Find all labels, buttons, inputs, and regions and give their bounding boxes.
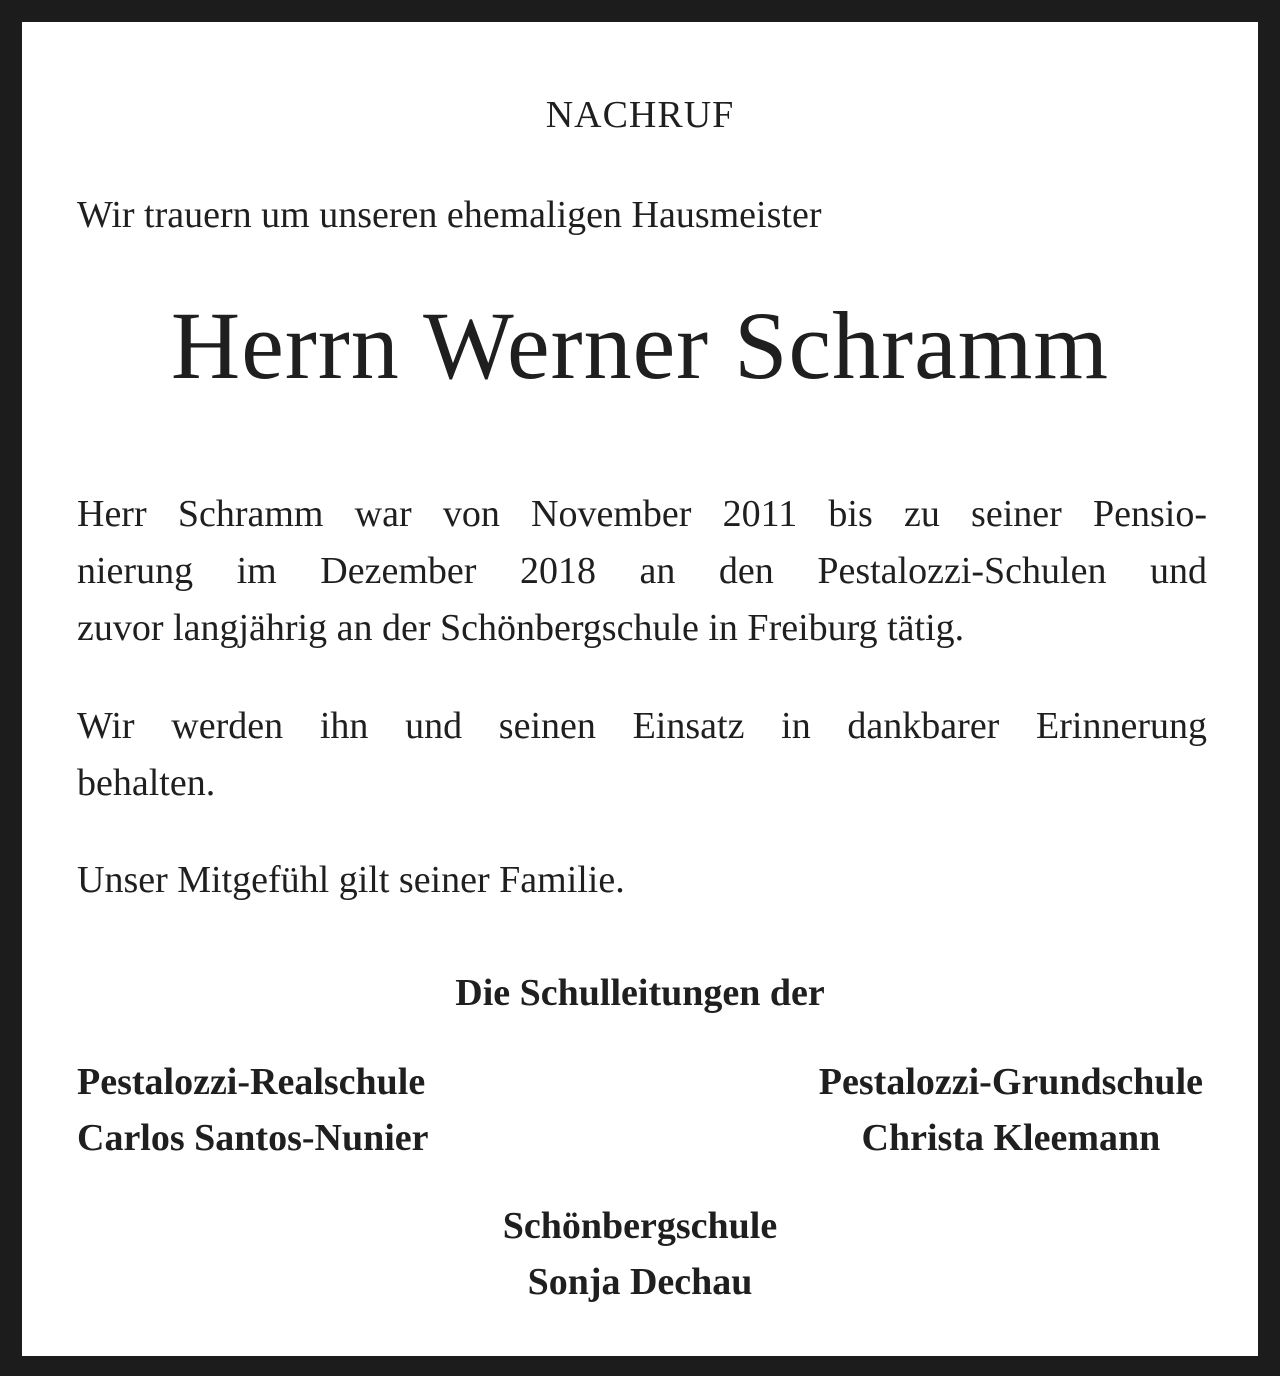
paragraph-sympathy [77,852,1207,909]
paragraph-line: Herr Schramm war von November 2011 bis zu seiner Pensio- [77,493,1207,535]
paragraph-line: nierung im Dezember 2018 an den Pestalozzi-Schulen und [77,550,1207,592]
notice-header: NACHRUF [545,94,735,136]
signer-block-right [819,1054,1203,1166]
paragraph-line: zuvor langjährig an der Schönbergschule in Freiburg tätig. [77,607,965,649]
signer-block-left [77,1054,429,1166]
paragraph-line: Unser Mitgefühl gilt seiner Familie. [77,859,625,901]
signer-block-center [22,1198,1258,1310]
paragraph-line: behalten. [77,762,216,804]
signer-school: Pestalozzi-Grundschule [818,1061,1203,1103]
paragraph-remembrance [77,698,1207,812]
signer-person: Sonja Dechau [527,1261,753,1303]
obituary-card [22,22,1258,1356]
signer-school: Schönbergschule [502,1205,778,1247]
signer-person: Christa Kleemann [861,1117,1161,1159]
paragraph-line: Wir werden ihn und seinen Einsatz in dankbarer Erinnerung [77,705,1207,747]
deceased-name: Herrn Werner Schramm [170,292,1110,399]
signer-school: Pestalozzi-Realschule [77,1061,426,1103]
signer-person: Carlos Santos-Nunier [77,1117,429,1159]
signers-title: Die Schulleitungen der [455,972,825,1014]
paragraph-career [77,486,1207,657]
intro-text: Wir trauern um unseren ehemaligen Hausmeister [77,194,822,236]
